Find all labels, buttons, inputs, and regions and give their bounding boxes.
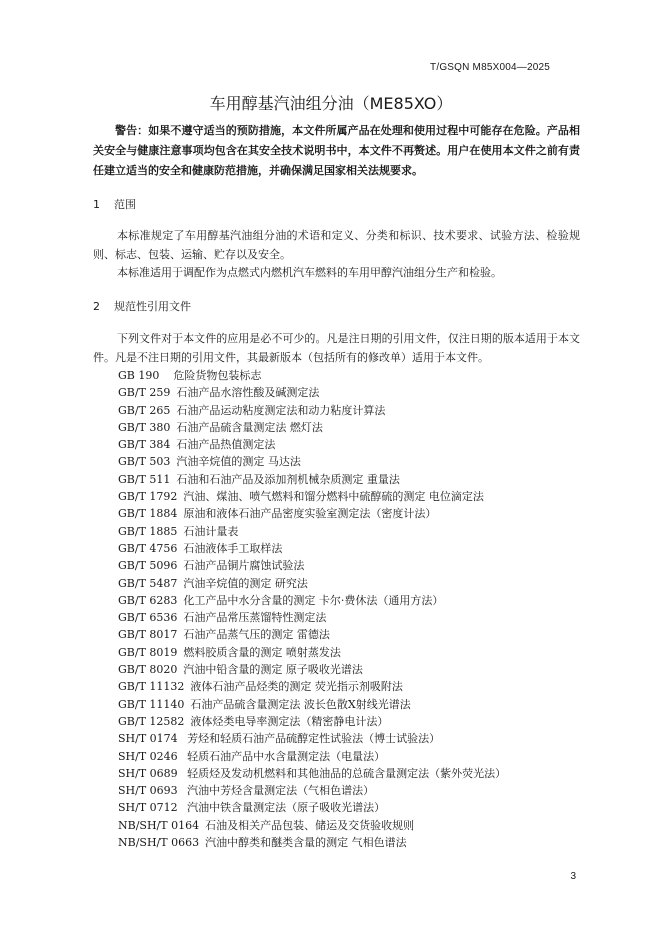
reference-item (118, 471, 578, 488)
reference-item (118, 488, 578, 505)
reference-item (118, 713, 578, 730)
reference-title: 汽油辛烷值的测定 马达法 (176, 455, 301, 469)
reference-code: SH/T 0689 (118, 766, 178, 780)
reference-code: GB/T 6536 (118, 611, 178, 625)
reference-item (118, 765, 578, 782)
reference-code: GB/T 8017 (118, 628, 178, 642)
reference-title: 汽油、煤油、喷气燃料和馏分燃料中硫醇硫的测定 电位滴定法 (183, 490, 484, 504)
reference-title: 原油和液体石油产品密度实验室测定法（密度计法） (183, 507, 437, 521)
reference-code: SH/T 0174 (118, 732, 178, 746)
warning-paragraph: 警告：如果不遵守适当的预防措施，本文件所属产品在处理和使用过程中可能存在危险。产品相关安全与健康注意事项均包含在其安全技术说明书中，本文件不再赘述。用户在使用本文件之前有责任建立适当的安全和健康防范措施，并确保满足国家相关法规要求。 (93, 124, 580, 177)
reference-code: GB/T 1884 (118, 507, 178, 521)
reference-list (118, 367, 578, 851)
reference-code: GB/T 265 (118, 403, 171, 417)
reference-code: GB/T 503 (118, 455, 171, 469)
reference-item (118, 609, 578, 626)
reference-item (118, 592, 578, 609)
reference-title: 汽油辛烷值的测定 研究法 (183, 576, 308, 590)
reference-title: 汽油中铅含量的测定 原子吸收光谱法 (183, 663, 363, 677)
page-number: 3 (570, 871, 576, 882)
reference-title: 石油产品常压蒸馏特性测定法 (183, 611, 327, 625)
section-title: 规范性引用文件 (114, 300, 191, 313)
reference-title: 石油产品水溶性酸及碱测定法 (176, 386, 320, 400)
reference-code: GB/T 6283 (118, 593, 178, 607)
reference-code: GB/T 4756 (118, 541, 178, 555)
reference-item (118, 730, 578, 747)
reference-code: NB/SH/T 0164 (118, 818, 200, 832)
reference-item (118, 661, 578, 678)
reference-title: 汽油中铁含量测定法（原子吸收光谱法） (183, 801, 386, 815)
reference-item (118, 644, 578, 661)
reference-title: 汽油中芳烃含量测定法（气相色谱法） (183, 784, 375, 798)
reference-item (118, 696, 578, 713)
reference-item (118, 557, 578, 574)
reference-title: 石油产品铜片腐蚀试验法 (183, 559, 305, 573)
document-code: T/GSQN M85X004—2025 (430, 62, 550, 73)
reference-title: 石油和石油产品及添加剂机械杂质测定 重量法 (176, 472, 400, 486)
reference-code: SH/T 0246 (118, 749, 178, 763)
reference-code: GB/T 5487 (118, 576, 178, 590)
reference-title: 芳烃和轻质石油产品硫醇定性试验法（博士试验法） (183, 732, 441, 746)
reference-code: GB 190 (118, 369, 160, 382)
reference-item (118, 575, 578, 592)
reference-item (118, 799, 578, 816)
reference-title: 化工产品中水分含量的测定 卡尔·费休法（通用方法） (183, 593, 444, 607)
reference-code: GB/T 11140 (118, 697, 185, 711)
reference-title: 石油产品热值测定法 (176, 438, 276, 452)
reference-item (118, 402, 578, 419)
reference-code: NB/SH/T 0663 (118, 836, 200, 850)
reference-code: GB/T 380 (118, 420, 171, 434)
reference-title: 汽油中醇类和醚类含量的测定 气相色谱法 (205, 836, 407, 850)
reference-code: GB/T 384 (118, 438, 171, 452)
reference-title: 石油产品运动粘度测定法和动力粘度计算法 (176, 403, 386, 417)
reference-item (118, 834, 578, 851)
reference-item (118, 523, 578, 540)
scope-paragraph-1: 本标准规定了车用醇基汽油组分油的术语和定义、分类和标识、技术要求、试验方法、检验规则、标志、包装、运输、贮存以及安全。 (93, 229, 580, 261)
section-2-heading (93, 298, 191, 314)
reference-code: GB/T 8020 (118, 663, 178, 677)
reference-item (118, 782, 578, 799)
reference-code: GB/T 511 (118, 472, 171, 486)
reference-item (118, 626, 578, 643)
section-1-heading (93, 196, 136, 212)
reference-item (118, 678, 578, 695)
reference-code: SH/T 0693 (118, 784, 178, 798)
reference-code: GB/T 11132 (118, 680, 185, 694)
reference-title: 燃料胶质含量的测定 喷射蒸发法 (183, 645, 341, 659)
reference-code: SH/T 0712 (118, 801, 178, 815)
reference-code: GB/T 1885 (118, 524, 178, 538)
reference-item (118, 419, 578, 436)
reference-title: 石油产品蒸气压的测定 雷德法 (183, 628, 330, 642)
reference-title: 轻质石油产品中水含量测定法（电量法） (183, 749, 386, 763)
reference-title: 石油产品硫含量测定法 燃灯法 (176, 420, 323, 434)
reference-code: GB/T 259 (118, 386, 171, 400)
reference-title: 液体烃类电导率测定法（精密静电计法） (190, 714, 389, 728)
page-title: 车用醇基汽油组分油（ME85XO） (209, 94, 453, 113)
reference-code: GB/T 8019 (118, 645, 178, 659)
reference-title: 石油及相关产品包装、储运及交货验收规则 (205, 818, 415, 832)
reference-code: GB/T 5096 (118, 559, 178, 573)
reference-item (118, 540, 578, 557)
reference-title: 石油计量表 (183, 524, 239, 538)
section-number: 1 (93, 198, 100, 211)
reference-title: 液体石油产品烃类的测定 荧光指示剂吸附法 (190, 680, 403, 694)
reference-item (118, 436, 578, 453)
reference-item (118, 367, 578, 384)
reference-title: 危险货物包装标志 (173, 369, 262, 382)
normative-references-intro: 下列文件对于本文件的应用是必不可少的。凡是注日期的引用文件，仅注日期的版本适用于本文件。凡是不注日期的引用文件，其最新版本（包括所有的修改单）适用于本文件。 (93, 332, 580, 364)
section-number: 2 (93, 300, 100, 313)
reference-item (118, 505, 578, 522)
reference-item (118, 748, 578, 765)
section-title: 范围 (114, 198, 136, 211)
reference-code: GB/T 12582 (118, 714, 185, 728)
scope-paragraph-2: 本标准适用于调配作为点燃式内燃机汽车燃料的车用甲醇汽油组分生产和检验。 (117, 266, 502, 279)
reference-title: 石油产品硫含量测定法 波长色散X射线光谱法 (190, 697, 411, 711)
reference-code: GB/T 1792 (118, 490, 178, 504)
reference-item (118, 384, 578, 401)
reference-item (118, 453, 578, 470)
reference-title: 轻质烃及发动机燃料和其他油品的总硫含量测定法（紫外荧光法） (183, 766, 507, 780)
reference-item (118, 817, 578, 834)
reference-title: 石油液体手工取样法 (183, 541, 283, 555)
